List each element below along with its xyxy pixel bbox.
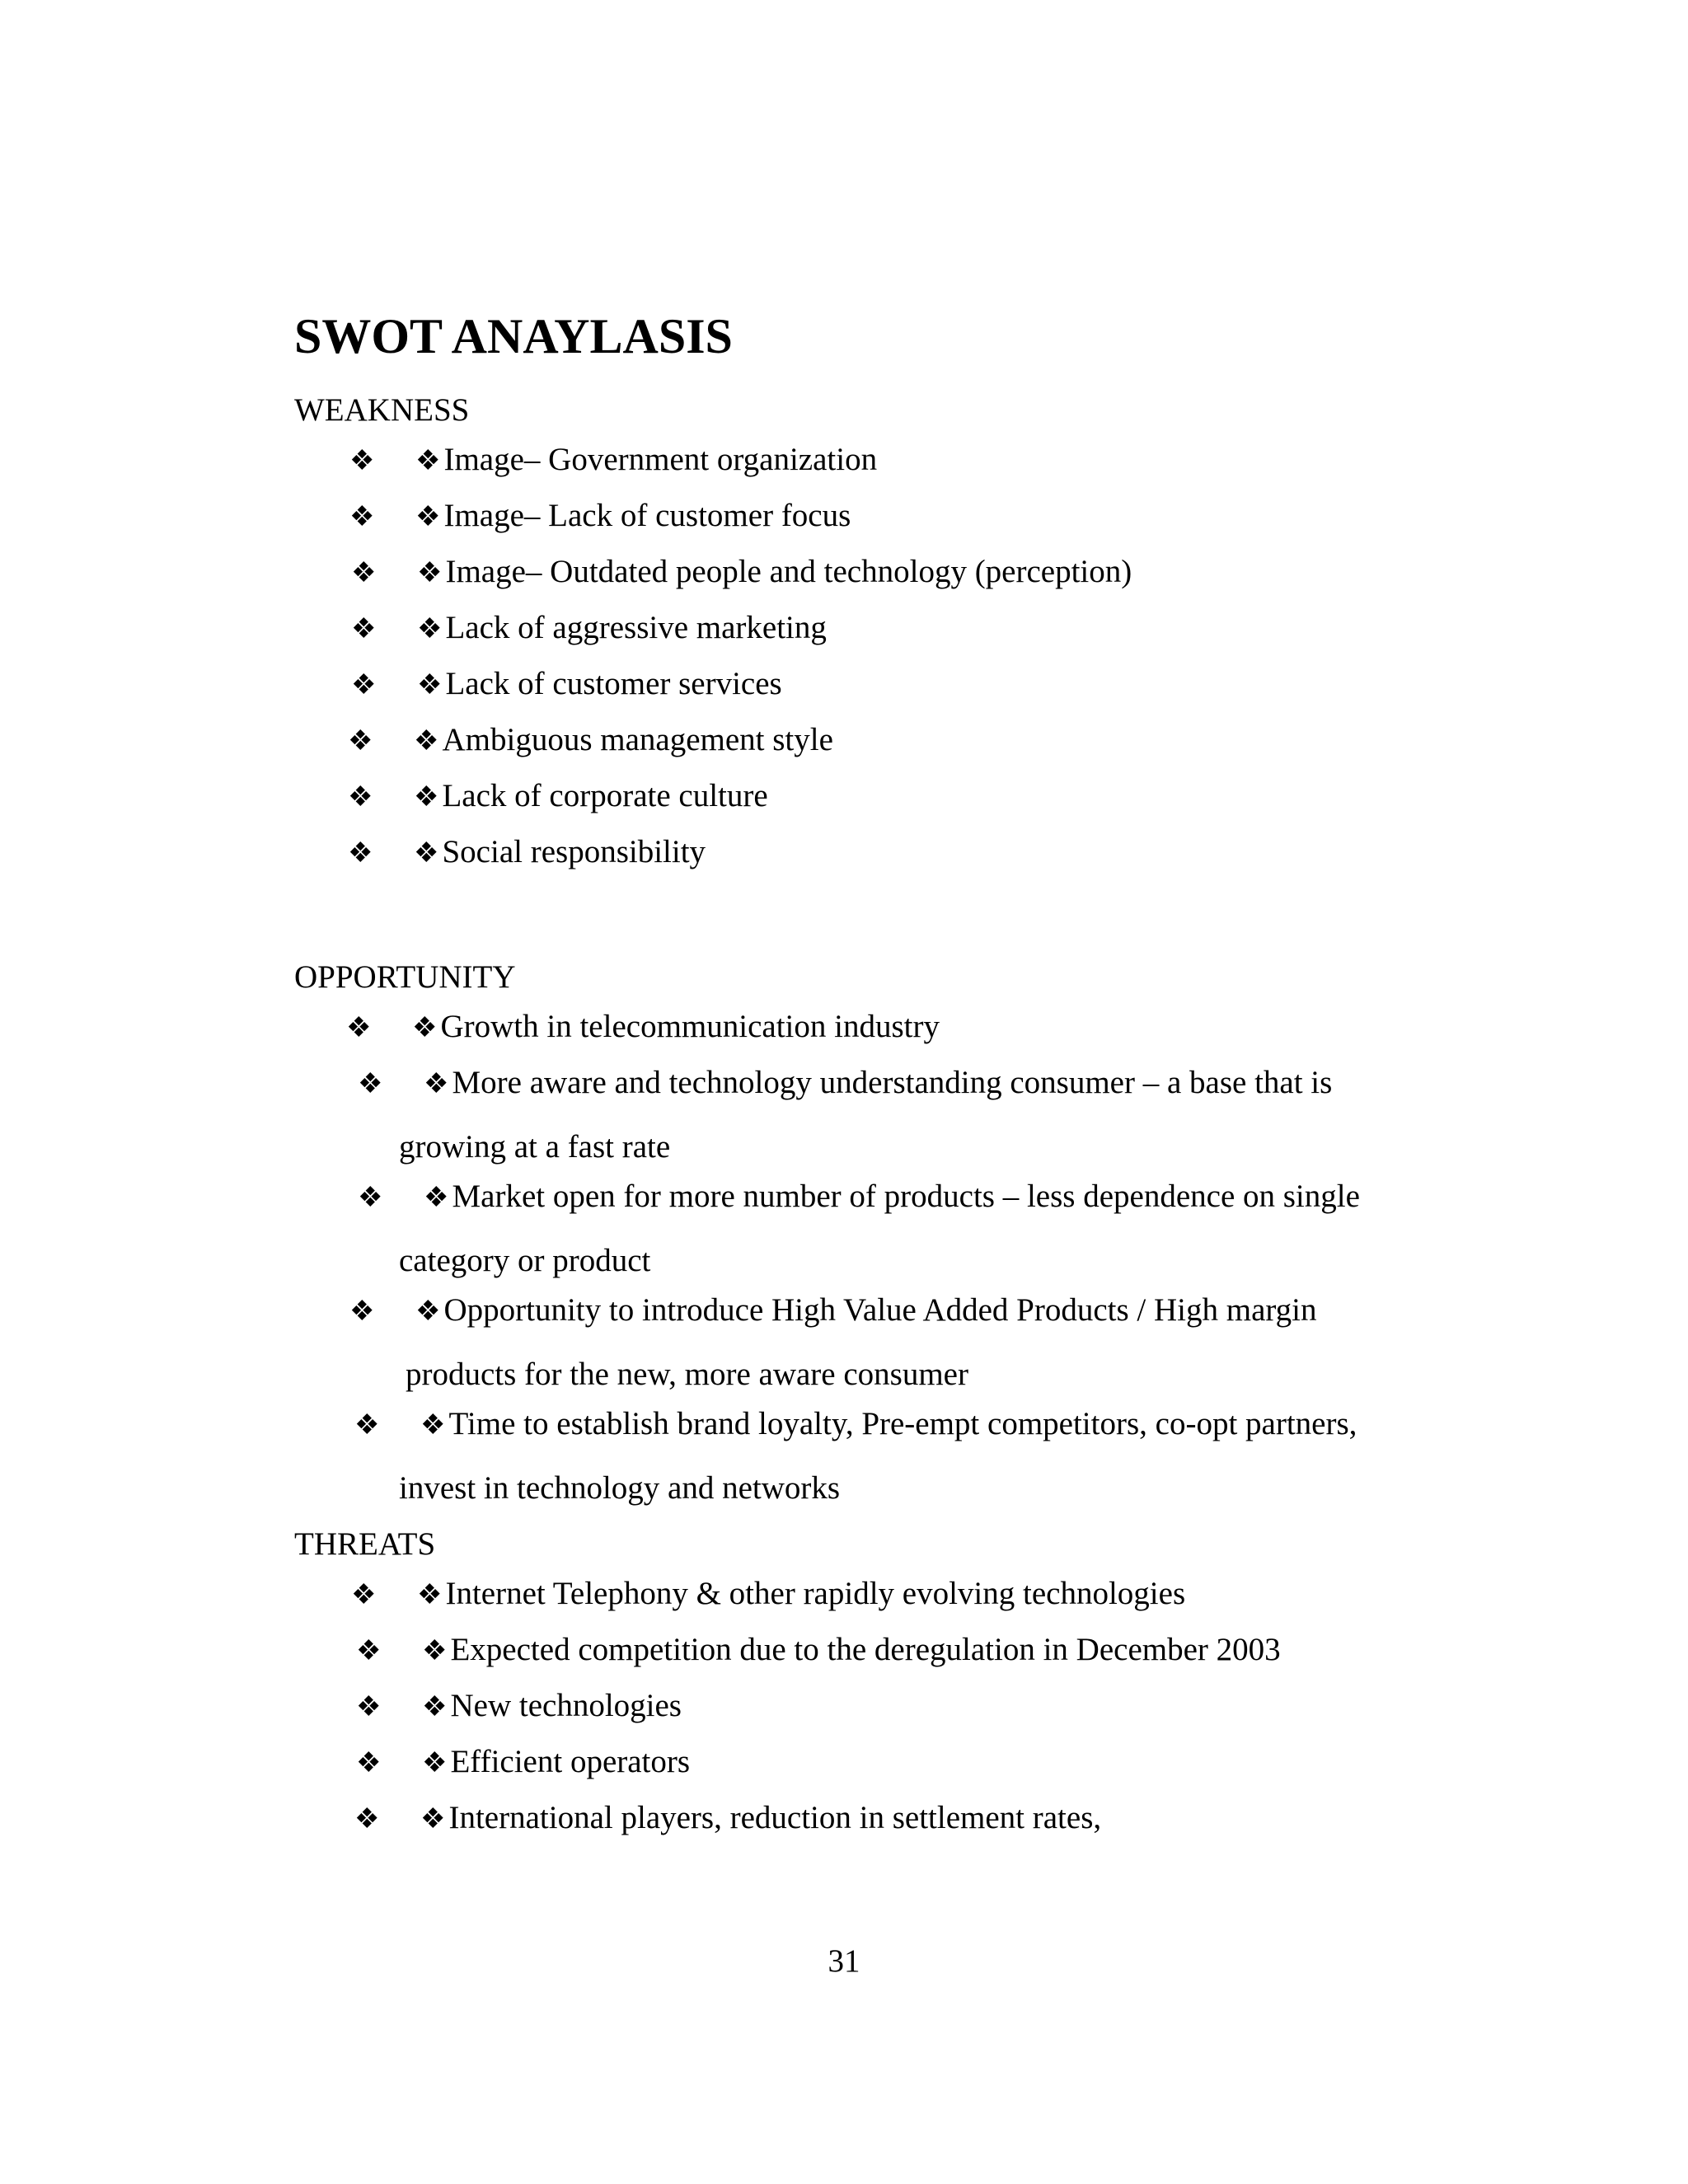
bullet-icon: ❖ — [422, 1636, 448, 1666]
bullet-icon: ❖ — [424, 1069, 449, 1099]
bullet-icon: ❖ — [349, 1296, 375, 1327]
list-item — [351, 555, 1132, 588]
bullet-icon: ❖ — [358, 1183, 383, 1213]
list-item — [358, 1180, 1360, 1212]
list-item-continuation: growing at a fast rate — [399, 1129, 671, 1165]
list-item — [356, 1633, 1281, 1666]
bullet-icon: ❖ — [415, 1296, 441, 1327]
bullet-icon: ❖ — [417, 1580, 443, 1610]
list-item-text: Image– Outdated people and technology (perception) — [445, 554, 1132, 589]
bullet-icon: ❖ — [414, 782, 439, 813]
bullet-icon: ❖ — [420, 1410, 446, 1441]
list-item-text: Lack of aggressive marketing — [445, 610, 827, 645]
list-item — [351, 1577, 1185, 1610]
bullet-icon: ❖ — [351, 1580, 377, 1610]
bullet-icon: ❖ — [346, 1013, 372, 1043]
bullet-icon: ❖ — [424, 1183, 449, 1213]
bullet-icon: ❖ — [348, 838, 373, 869]
bullet-icon: ❖ — [354, 1410, 380, 1441]
bullet-icon: ❖ — [358, 1069, 383, 1099]
list-item-text: Image– Lack of customer focus — [443, 498, 851, 533]
list-item-text: Time to establish brand loyalty, Pre-empt competitors, co-opt partners, — [448, 1406, 1357, 1441]
list-item — [354, 1802, 1101, 1834]
bullet-icon: ❖ — [348, 782, 373, 813]
list-item — [349, 499, 851, 532]
bullet-icon: ❖ — [412, 1013, 438, 1043]
bullet-icon: ❖ — [351, 614, 377, 644]
list-item-text: Growth in telecommunication industry — [440, 1009, 940, 1044]
list-item-text: Opportunity to introduce High Value Added Products / High margin — [443, 1292, 1317, 1328]
bullet-icon: ❖ — [417, 558, 443, 588]
bullet-icon: ❖ — [420, 1804, 446, 1835]
list-item-text: Image– Government organization — [443, 442, 878, 477]
list-item — [348, 780, 768, 812]
list-item-text: New technologies — [450, 1688, 682, 1723]
list-item — [346, 1010, 940, 1043]
list-item — [348, 836, 706, 868]
section-heading-threats: THREATS — [294, 1526, 436, 1562]
list-item-text: Efficient operators — [450, 1744, 691, 1779]
bullet-icon: ❖ — [348, 726, 373, 757]
bullet-icon: ❖ — [417, 614, 443, 644]
list-item-text: Ambiguous management style — [442, 722, 833, 757]
list-item — [349, 443, 877, 476]
list-item — [348, 724, 833, 756]
page-title: SWOT ANAYLASIS — [294, 309, 733, 363]
list-item — [351, 612, 827, 644]
bullet-icon: ❖ — [417, 670, 443, 701]
list-item-continuation: products for the new, more aware consumer — [406, 1357, 968, 1392]
list-item — [349, 1294, 1317, 1326]
bullet-icon: ❖ — [349, 446, 375, 476]
section-heading-opportunity: OPPORTUNITY — [294, 959, 516, 995]
list-item-continuation: category or product — [399, 1243, 651, 1278]
list-item — [358, 1066, 1332, 1099]
list-item-continuation: invest in technology and networks — [399, 1470, 841, 1506]
list-item-text: International players, reduction in settlement rates, — [448, 1800, 1102, 1835]
list-item-text: Lack of customer services — [445, 666, 782, 701]
list-item — [356, 1690, 682, 1722]
list-item-text: More aware and technology understanding consumer – a base that is — [452, 1065, 1333, 1100]
list-item-text: Social responsibility — [442, 834, 706, 869]
bullet-icon: ❖ — [414, 838, 439, 869]
section-heading-weakness: WEAKNESS — [294, 392, 470, 428]
bullet-icon: ❖ — [351, 558, 377, 588]
bullet-icon: ❖ — [414, 726, 439, 757]
bullet-icon: ❖ — [356, 1692, 382, 1722]
bullet-icon: ❖ — [351, 670, 377, 701]
bullet-icon: ❖ — [422, 1748, 448, 1779]
list-item-text: Internet Telephony & other rapidly evolving technologies — [445, 1576, 1186, 1611]
bullet-icon: ❖ — [356, 1636, 382, 1666]
list-item — [351, 668, 782, 700]
bullet-icon: ❖ — [415, 446, 441, 476]
bullet-icon: ❖ — [356, 1748, 382, 1779]
bullet-icon: ❖ — [422, 1692, 448, 1722]
page-number: 31 — [828, 1943, 860, 1979]
list-item — [354, 1408, 1357, 1440]
bullet-icon: ❖ — [415, 502, 441, 532]
bullet-icon: ❖ — [354, 1804, 380, 1835]
bullet-icon: ❖ — [349, 502, 375, 532]
list-item — [356, 1746, 690, 1778]
list-item-text: Lack of corporate culture — [442, 778, 768, 813]
list-item-text: Expected competition due to the deregulation in December 2003 — [450, 1632, 1281, 1667]
list-item-text: Market open for more number of products – less dependence on single — [452, 1179, 1360, 1214]
